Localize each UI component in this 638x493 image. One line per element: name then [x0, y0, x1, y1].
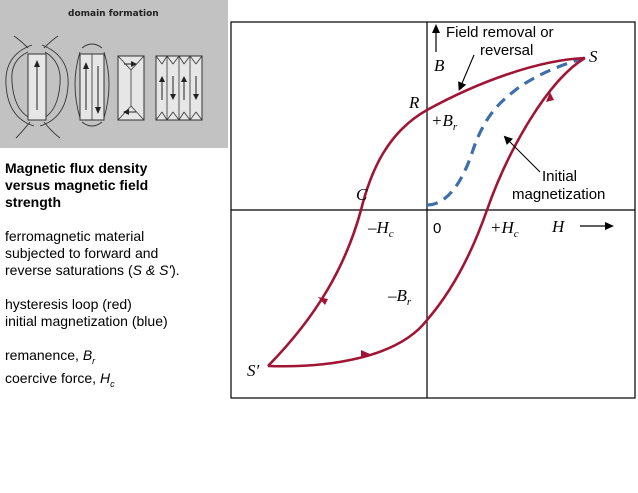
remanence-line: remanence, $B_r$ — [5, 347, 96, 366]
origin-label: 0 — [433, 220, 442, 237]
description-text — [5, 160, 230, 393]
material-line-3: reverse saturations (S & S'). — [5, 262, 180, 278]
label-minus-hc: $-H_c$ — [368, 218, 394, 240]
coercive-line: coercive force, $H_c$ — [5, 369, 115, 389]
field-removal-line-1: Field removal or — [446, 24, 554, 41]
label-plus-br: $+B_r$ — [431, 111, 458, 133]
label-amp: & — [141, 262, 160, 278]
title-line-3: strength — [5, 194, 61, 210]
field-removal-leader — [460, 55, 474, 88]
domain-panel-title: domain formation — [68, 9, 159, 19]
title-line-2: versus magnetic field — [5, 177, 149, 193]
domain-illustration — [0, 0, 228, 148]
point-s-prime: S′ — [247, 361, 260, 380]
point-c: C — [356, 185, 368, 204]
initial-line: initial magnetization (blue) — [5, 313, 168, 329]
axis-label-h: H — [552, 217, 565, 236]
label-minus-br: $-B_r$ — [388, 286, 412, 308]
initial-magnetization-line-2: magnetization — [512, 186, 606, 203]
material-line-1: ferromagnetic material — [5, 228, 145, 244]
point-r: R — [409, 93, 420, 112]
domain-formation-panel — [0, 0, 228, 148]
label-plus-hc: $+H_c$ — [490, 218, 519, 240]
hysteresis-diagram — [228, 0, 638, 493]
loop-line: hysteresis loop (red) — [5, 296, 132, 312]
initial-magnetization-line-1: Initial — [542, 168, 578, 185]
field-removal-line-2: reversal — [480, 42, 534, 59]
point-s: S — [589, 47, 598, 66]
material-line-2: subjected to forward and — [5, 245, 159, 261]
axis-label-b: B — [434, 56, 445, 75]
label-s-prime: S' — [159, 262, 172, 278]
label-s: S — [132, 262, 142, 278]
title-line-1: Magnetic flux density — [5, 160, 148, 176]
